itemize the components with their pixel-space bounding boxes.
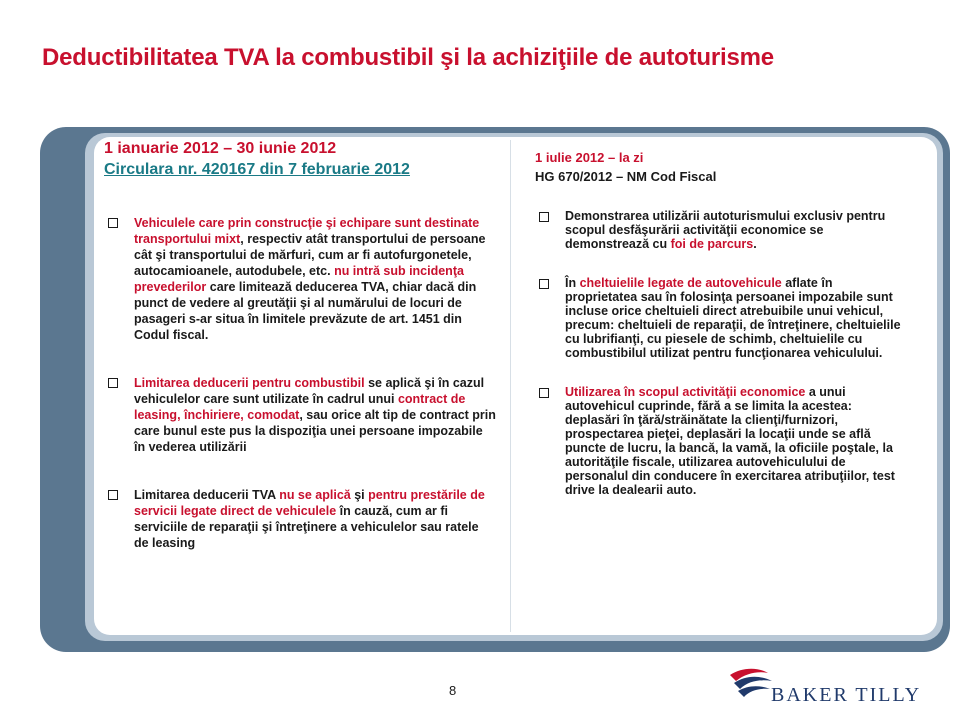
checkbox-bullet-icon <box>108 490 118 500</box>
checkbox-bullet-icon <box>539 279 549 289</box>
text-run: pentru prestările de servicii legate direct de vehiculele <box>134 488 485 518</box>
right-column <box>535 149 907 497</box>
left-item-3 <box>104 487 496 551</box>
left-period: 1 ianuarie 2012 – 30 iunie 2012 <box>104 140 337 157</box>
right-item-1 <box>535 209 907 251</box>
text-run: , sau orice alt tip de contract prin care bunul este pus la dispoziţia unei persoane impozabile în vederea utilizării <box>134 408 496 454</box>
text-run: Vehiculele care prin construcţie şi echipare sunt destinate transportului mixt <box>134 216 480 246</box>
text-run: cheltuielile legate de autovehicule <box>579 276 782 290</box>
right-reference: HG 670/2012 – NM Cod Fiscal <box>535 169 717 184</box>
column-divider <box>510 140 511 632</box>
page-number: 8 <box>449 683 457 698</box>
logo-wordmark: BAKER TILLY <box>771 684 922 706</box>
text-run: Limitarea deducerii TVA <box>134 488 280 502</box>
left-item-1 <box>104 215 496 343</box>
checkbox-bullet-icon <box>108 378 118 388</box>
text-run: care limitează deducerea TVA, chiar dacă din punct de vedere al greutăţii şi al numărului de locuri de pasageri s-ar situa în limitele prevăzute de art. 1451 din Codul fiscal. <box>134 280 477 342</box>
text-run: Utilizarea în scopul activităţii economice <box>565 385 806 399</box>
left-reference-link[interactable]: Circulara nr. 420167 din 7 februarie 2012 <box>104 161 410 178</box>
text-run: nu intră sub incidenţa prevederilor <box>134 264 464 294</box>
text-run: . <box>753 237 757 251</box>
left-column <box>104 139 496 551</box>
slide-title: Deductibilitatea TVA la combustibil şi la achiziţiile de autoturisme <box>42 44 774 71</box>
text-run: aflate în proprietatea sau în folosinţa persoanei impozabile sunt incluse orice cheltuieli direct atrebuibile unui vehicul, precum: cheltuieli de reparaţii, de întreţinere, cheltuielile cu lubrifianţi, cu piesele de schimb, cheltuielile cu combustibilul utilizat pentru funcţionarea vehiculului. <box>565 276 901 360</box>
checkbox-bullet-icon <box>108 218 118 228</box>
text-run: nu se aplică <box>279 488 351 502</box>
text-run: , respectiv atât transportului de persoane cât şi transportului de mărfuri, cum ar fi autofurgonetele, autocamioanele, autodubele, etc. <box>134 232 486 278</box>
checkbox-bullet-icon <box>539 388 549 398</box>
right-period: 1 iulie 2012 – la zi <box>535 150 644 165</box>
text-run: se aplică şi în cazul vehiculelor care sunt utilizate în cadrul unui <box>134 376 485 406</box>
text-run: Demonstrarea utilizării autoturismului exclusiv pentru scopul desfăşurării activităţii economice se demonstrează cu <box>565 209 886 251</box>
text-run: şi <box>350 488 369 502</box>
text-run: foi de parcurs <box>670 237 754 251</box>
left-item-2 <box>104 375 496 455</box>
text-run: a unui autovehicul cuprinde, fără a se limita la acestea: deplasări în ţără/străinătate la clienţi/furnizori, prospectarea pieţei, deplasări la locaţii unde se află puncte de lucru, la bancă, la vamă, la oficiile poştale, la autorităţile fiscale, utilizarea autovehiculului de personalul din conducere în exercitarea atribuţiilor, test drive la dealearii auto. <box>565 385 895 497</box>
text-run: în cauză, cum ar fi serviciile de reparaţii şi întreţinere a vehiculelor sau ratele de leasing <box>134 504 479 550</box>
right-item-2 <box>535 276 907 360</box>
text-run: contract de leasing, închiriere, comodat <box>134 392 466 422</box>
text-run: În <box>565 276 580 290</box>
right-item-3 <box>535 385 907 497</box>
checkbox-bullet-icon <box>539 212 549 222</box>
text-run: Limitarea deducerii pentru combustibil <box>134 376 365 390</box>
